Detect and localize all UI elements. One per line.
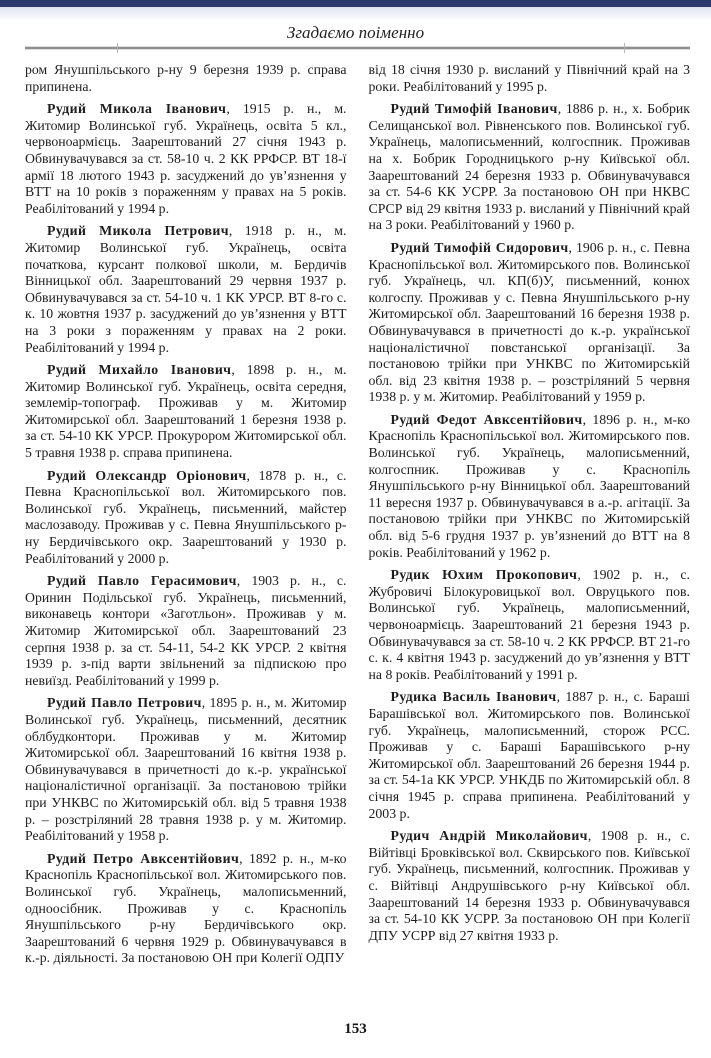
header-rule [25, 47, 690, 49]
entry-text: , 1908 р. н., с. Війтівці Бровківської вол. Сквирського пов. Київської губ. Українець, письменний, колгоспник. Проживав у с. Війтівці Андрушівського р-ну Київської обл. Заарештований 14 березня 1933 р. Обвинувачувався за ст. 54-10 КК УСРР. За постановою ОН при Колегії ДПУ УСРР від 27 квітня 1933 р. [368, 828, 691, 943]
entry [25, 695, 347, 844]
entry [369, 689, 691, 822]
entry-name: Рудий Петро Авксентійович [47, 850, 240, 866]
entry-name: Рудика Василь Іванович [390, 689, 557, 705]
entry-text: , 1918 р. н., м. Житомир Волинської губ. Українець, освіта початкова, курсант полкової школи, м. Бердичів Вінницької обл. Заарештований 29 червня 1937 р. Обвинувачувався за ст. 54-10 ч. 1 КК УРСР. ВТ 8-го с. к. 10 жовтня 1937 р. засуджений до ув’язнення у ВТТ на 3 роки з пораженням у правах на 2 роки. Реабілітований у 1994 р. [25, 223, 347, 355]
entry [369, 828, 691, 944]
entry-text: , 1886 р. н., х. Бобрик Селищанської вол. Рівненського пов. Волинської губ. Українець, малописьменний, колгоспник. Проживав на х. Бобрик Городницького р-ну Київської обл. Заарештований 24 березня 1933 р. Обвинувачувався за ст. 54-6 КК УСРР. За постановою ОН при НКВС СРСР від 29 квітня 1933 р. висланий у Північний край на 3 роки. Реабілітований у 1960 р. [368, 101, 690, 233]
rule-tick [117, 43, 118, 53]
entry-text: , 1895 р. н., м. Житомир Волинської губ. Українець, письменний, десятник облбудконтори. Проживав у м. Житомир Житомирської обл. Заарештований 16 квітня 1938 р. Обвинувачувався в причетності до к.-р. української націоналістичної організації. За постановою трійки при УНКВС по Житомирській обл. від 5 травня 1938 р. – розстріляний 28 травня 1938 р. у м. Житомир. Реабілітований у 1958 р. [25, 695, 347, 844]
top-decorative-bar [0, 0, 711, 7]
entry-text: ром Янушпільського р-ну 9 березня 1939 р. справа припинена. [25, 62, 347, 94]
entry-name: Рудик Юхим Прокопович [390, 567, 578, 583]
entry-text: від 18 січня 1930 р. висланий у Північний край на 3 роки. Реабілітований у 1995 р. [368, 62, 690, 94]
entry-name: Рудий Павло Петрович [47, 695, 202, 711]
entry [25, 573, 347, 689]
entry [25, 101, 347, 217]
entry-continuation [25, 62, 347, 95]
top-fade [0, 7, 711, 21]
entry-text: , 1915 р. н., м. Житомир Волинської губ. Українець, освіта 5 кл., червоноармієць. Заарештований 27 січня 1943 р. Обвинувачувався за ст. 58-10 ч. 2 КК РРФСР. ВТ 18-ї армії 18 лютого 1943 р. засуджений до ув’язнення у ВТТ на 10 років з пораженням у правах на 5 років. Реабілітований у 1994 р. [25, 101, 347, 216]
two-column-text [0, 49, 711, 973]
left-column [25, 62, 347, 973]
entry [369, 567, 691, 683]
entry-text: , 1902 р. н., с. Жубровичі Білокуровицької вол. Овруцького пов. Волинської губ. Українець, малописьменний, червоноармієць. Заарештований 21 березня 1943 р. Обвинувачувався за ст. 58-10 ч. 2 КК РРФСР. ВТ 21-го с. к. 4 квітня 1943 р. засуджений до ув’язнення у ВТТ на 8 років. Реабілітований у 1991 р. [368, 567, 691, 682]
running-header: Згадаємо поіменно [286, 23, 425, 42]
entry [25, 362, 347, 462]
entry-text: , 1903 р. н., с. Оринин Подільської губ. Українець, письменний, виконавець контори «Заготльон». Проживав у м. Житомир Житомирської обл. Заарештований 23 серпня 1938 р. за ст. 54-11, 54-2 КК УРСР. 2 квітня 1939 р. з-під варти звільнений за підпискою про невиїзд. Реабілітований у 1999 р. [25, 573, 347, 688]
entry-text: , 1898 р. н., м. Житомир Волинської губ. Українець, освіта середня, землемір-топограф. Проживав у м. Житомир Житомирської обл. Заарештований 1 березня 1938 р. за ст. 54-10 КК УРСР. Прокурором Житомирської обл. 5 травня 1938 р. справа припинена. [25, 362, 347, 461]
right-column [369, 62, 691, 973]
entry [25, 223, 347, 356]
entry-text: , 1892 р. н., м-ко Краснопіль Краснопільської вол. Житомирського пов. Волинської губ. Українець, малописьменний, одноосібник. Проживав у с. Краснопіль Янушпільського р-ну Бердичівського окр. Заарештований 6 червня 1929 р. Обвинувачувався в к.-р. діяльності. За постановою ОН при Колегії ОДПУ [25, 850, 347, 966]
page-number: 153 [344, 1021, 367, 1037]
entry [369, 101, 691, 234]
entry [369, 240, 691, 406]
entry-text: , 1896 р. н., м-ко Краснопіль Краснопільської вол. Житомирського пов. Волинської губ. Українець, малописьменний, колгоспник. Проживав у с. Краснопіль Янушпільського р-ну Вінницької обл. Заарештований 11 вересня 1937 р. Обвинувачувався в а.-р. агітації. За постановою трійки при УНКВС по Житомирській обл. від 5-6 грудня 1937 р. ув’язнений до ВТТ на 8 років. Реабілітований у 1962 р. [368, 411, 690, 560]
entry-name: Рудий Павло Герасимович [47, 573, 237, 589]
rule-tick [624, 43, 625, 53]
entry [25, 468, 347, 568]
entry-text: , 1878 р. н., с. Певна Краснопільської вол. Житомирського пов. Волинської губ. Українець, письменний, майстер маслозаводу. Проживав у с. Певна Янушпільського р-ну Бердичівського окр. Заарештований у 1930 р. Реабілітований у 2000 р. [25, 467, 347, 566]
entry [369, 412, 691, 561]
entry-name: Рудий Тимофій Сидорович [390, 239, 569, 255]
entry [25, 851, 347, 967]
entry-text: , 1906 р. н., с. Певна Краснопільської вол. Житомирського пов. Волинської губ. Українець, чл. КП(б)У, письменний, конюх колгоспу. Проживав у с. Певна Янушпільського р-ну Житомирської обл. Заарештований 16 березня 1938 р. Обвинувачувався в причетності до к.-р. української націоналістичної повстанської організації. За постановою трійки при УНКВС по Житомирській обл. від 23 квітня 1938 р. – розстріляний 5 червня 1938 р. у м. Житомир. Реабілітований у 1959 р. [368, 239, 690, 405]
entry-name: Рудий Федот Авксентійович [390, 411, 583, 427]
entry-continuation [369, 62, 691, 95]
entry-name: Рудич Андрій Миколайович [390, 828, 588, 844]
entry-name: Рудий Олександр Оріонович [47, 467, 247, 483]
entry-name: Рудий Тимофій Іванович [390, 101, 558, 117]
entry-name: Рудий Микола Петрович [47, 223, 229, 239]
entry-name: Рудий Микола Іванович [47, 101, 227, 117]
entry-text: , 1887 р. н., с. Бараші Барашівської вол. Житомирського пов. Волинської губ. Українець, малописьменний, сторож РСС. Проживав у с. Бараші Барашівського р-ну Житомирської обл. Заарештований 26 березня 1944 р. за ст. 54-1а КК УРСР. УНКДБ по Житомирській обл. 8 січня 1945 р. справа припинена. Реабілітований у 2003 р. [368, 689, 690, 821]
entry-name: Рудий Михайло Іванович [47, 362, 232, 378]
